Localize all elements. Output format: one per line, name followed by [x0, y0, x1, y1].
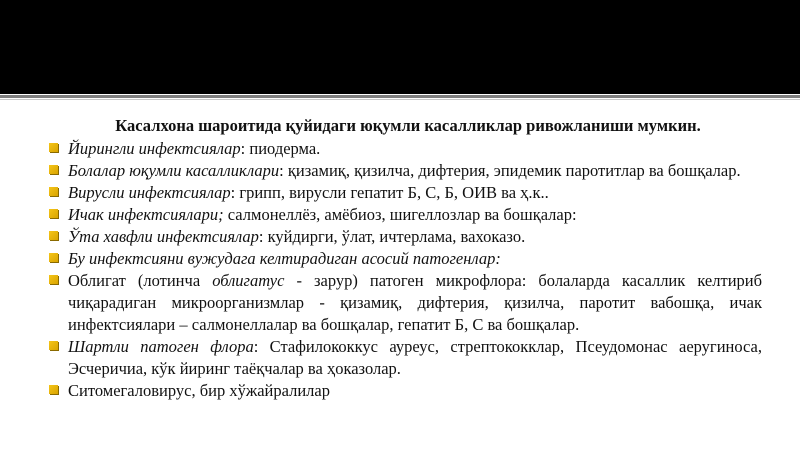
item-term: облигатус	[212, 271, 285, 290]
list-item	[48, 270, 762, 336]
square-bullet-icon	[49, 275, 58, 284]
item-term: Шартли патоген флора	[68, 337, 254, 356]
list-item	[48, 336, 762, 380]
item-text: : грипп, вирусли гепатит Б, С, Б, ОИВ ва ҳ.к..	[230, 183, 549, 202]
item-term: Вирусли инфектсиялар	[68, 183, 231, 202]
item-text: Ситомегаловирус, бир хўжайралилар	[68, 381, 330, 400]
bullet-list	[48, 138, 762, 402]
item-term: Болалар юқумли касалликлари	[68, 161, 280, 180]
list-item	[48, 380, 762, 402]
list-item	[48, 182, 762, 204]
header-divider-thin	[0, 99, 800, 100]
square-bullet-icon	[49, 143, 58, 152]
item-text: : куйдирги, ўлат, ичтерлама, вахоказо.	[258, 227, 526, 246]
slide-content	[48, 116, 762, 402]
square-bullet-icon	[49, 165, 58, 174]
item-term: Ўта хавфли инфектсиялар	[68, 227, 259, 246]
item-text-pre: Облигат (лотинча	[68, 271, 213, 290]
header-divider	[0, 95, 800, 98]
square-bullet-icon	[49, 253, 58, 262]
item-term: Ичак инфектсиялари;	[68, 205, 224, 224]
list-item	[48, 204, 762, 226]
item-text: - зарур) патоген микрофлора: болаларда касаллик келтириб чиқарадиган микроорганизмлар - қизамиқ, дифтерия, қизилча, паротит вабошқа, ичак инфектсиялари – салмонеллалар ва бошқалар, гепатит Б, С ва бошқалар.	[68, 271, 762, 334]
slide-title: Касалхона шароитида қуйидаги юқумли касалликлар ривожланиши мумкин.	[115, 116, 701, 135]
square-bullet-icon	[49, 187, 58, 196]
item-text: : пиодерма.	[240, 139, 321, 158]
list-item	[48, 226, 762, 248]
square-bullet-icon	[49, 341, 58, 350]
square-bullet-icon	[49, 385, 58, 394]
item-text: : қизамиқ, қизилча, дифтерия, эпидемик паротитлар ва бошқалар.	[279, 161, 741, 180]
item-text: : Стафилококкус ауреус, стрептококклар, Псеудомонас аеругиноса, Эсчеричиа, кўк йиринг таёқчалар ва ҳоказолар.	[68, 337, 762, 378]
list-item	[48, 248, 762, 270]
square-bullet-icon	[49, 209, 58, 218]
slide-header-bar	[0, 0, 800, 94]
item-term: Йирингли инфектсиялар	[68, 139, 241, 158]
item-term: Бу инфектсияни вужудага келтирадиган асосий патогенлар:	[68, 249, 501, 268]
list-item	[48, 160, 762, 182]
square-bullet-icon	[49, 231, 58, 240]
list-item	[48, 138, 762, 160]
item-text: салмонеллёз, амёбиоз, шигеллозлар ва бошқалар:	[223, 205, 577, 224]
